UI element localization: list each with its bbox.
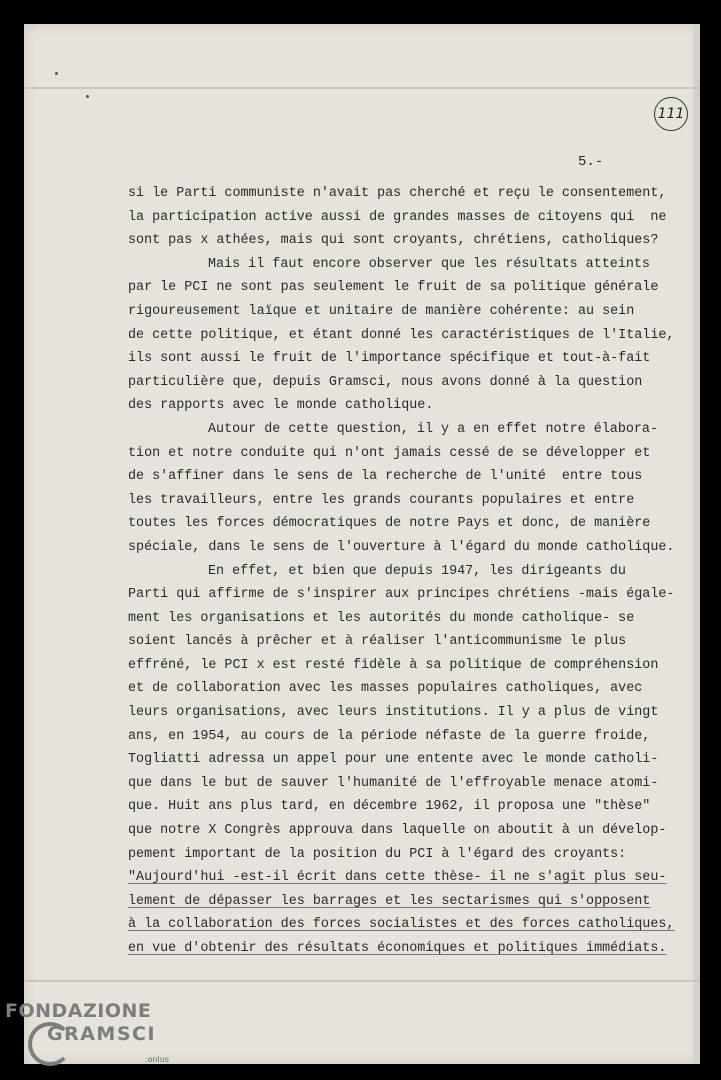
text-line-content: En effet, et bien que depuis 1947, les dirigeants du — [208, 563, 626, 579]
text-line — [128, 890, 688, 914]
text-line-content: soient lancés à prêcher et à réaliser l'anticommunisme le plus — [128, 634, 627, 650]
text-line-content: pement important de la position du PCI à l'égard des croyants: — [128, 846, 627, 862]
text-line-content: si le Parti communiste n'avait pas cherché et reçu le consentement, — [128, 186, 667, 201]
watermark-suffix: .onlus — [145, 1055, 169, 1064]
text-line — [128, 394, 688, 418]
text-line-content: lement de dépasser les barrages et les sectarismes qui s'opposent — [128, 893, 651, 909]
text-line-content: ment les organisations et les autorités du monde catholique- se — [128, 610, 635, 626]
text-line — [128, 843, 688, 867]
text-line-content: ils sont aussi le fruit de l'importance spécifique et tout-à-fait — [128, 351, 651, 367]
text-line — [128, 607, 688, 631]
text-line — [128, 630, 688, 654]
watermark-line-1: FONDAZIONE — [5, 1000, 152, 1022]
text-line-content: de cette politique, et étant donné les caractéristiques de l'Italie, — [128, 327, 675, 343]
text-line-content: leurs organisations, avec leurs institutions. Il y a plus de vingt — [128, 705, 659, 721]
text-line-content: tion et notre conduite qui n'ont jamais cessé de se développer et — [128, 445, 651, 461]
text-line — [128, 253, 688, 277]
text-line-content: que notre X Congrès approuva dans laquelle on aboutit à un dévelop- — [128, 823, 667, 839]
text-line — [128, 795, 688, 819]
bottom-fold-line — [24, 980, 700, 982]
text-line — [128, 347, 688, 371]
text-line — [128, 182, 688, 206]
text-line-content: que. Huit ans plus tard, en décembre 1962, il proposa une "thèse" — [128, 799, 651, 815]
text-line — [128, 536, 688, 560]
text-line — [128, 866, 688, 890]
page-edge — [694, 24, 700, 1064]
text-line-content: Autour de cette question, il y a en effet notre élabora- — [208, 421, 658, 437]
typed-text-body — [128, 182, 688, 961]
text-line-content: Parti qui affirme de s'inspirer aux principes chrétiens -mais égale- — [128, 587, 675, 603]
text-line-content: par le PCI ne sont pas seulement le fruit de sa politique générale — [128, 280, 659, 296]
text-line — [128, 276, 688, 300]
text-line — [128, 583, 688, 607]
paper-speck — [86, 95, 89, 98]
page-number: 5.- — [578, 154, 604, 170]
text-line — [128, 442, 688, 466]
text-line-content: particulière que, depuis Gramsci, nous avons donné à la question — [128, 374, 643, 390]
text-line — [128, 465, 688, 489]
text-line-content: la participation active aussi de grandes masses de citoyens qui ne — [128, 209, 667, 225]
text-line-content: "Aujourd'hui -est-il écrit dans cette thèse- il ne s'agit plus seu- — [128, 870, 667, 886]
text-line-content: en vue d'obtenir des résultats économiques et politiques immédiats. — [128, 941, 667, 956]
text-line — [128, 913, 688, 937]
text-line — [128, 371, 688, 395]
text-line-content: les travailleurs, entre les grands courants populaires et entre — [128, 492, 635, 508]
text-line — [128, 677, 688, 701]
text-line — [128, 725, 688, 749]
text-line — [128, 772, 688, 796]
text-line — [128, 512, 688, 536]
text-line-content: ans, en 1954, au cours de la période néfaste de la guerre froide, — [128, 728, 651, 744]
text-line — [128, 560, 688, 584]
text-line — [128, 701, 688, 725]
text-line-content: que dans le but de sauver l'humanité de l'effroyable menace atomi- — [128, 775, 659, 791]
text-line — [128, 418, 688, 442]
text-line — [128, 819, 688, 843]
text-line-content: effréné, le PCI x est resté fidèle à sa politique de compréhension — [128, 657, 659, 673]
watermark-g-ring-icon — [28, 1022, 72, 1066]
text-line-content: et de collaboration avec les masses populaires catholiques, avec — [128, 681, 643, 697]
text-line-content: rigoureusement laïque et unitaire de manière cohérente: au sein — [128, 303, 635, 319]
text-line — [128, 489, 688, 513]
text-line-content: Mais il faut encore observer que les résultats atteints — [208, 256, 650, 272]
text-line-content: de s'affiner dans le sens de la recherche de l'unité entre tous — [128, 469, 643, 485]
text-line — [128, 206, 688, 230]
watermark-line-2: GRAMSCI — [47, 1023, 157, 1045]
text-line — [128, 748, 688, 772]
text-line-content: sont pas x athées, mais qui sont croyants, chrétiens, catholiques? — [128, 233, 659, 249]
archive-page-stamp: 111 — [654, 97, 688, 131]
text-line-content: toutes les forces démocratiques de notre Pays et donc, de manière — [128, 516, 651, 532]
text-line — [128, 654, 688, 678]
text-line — [128, 324, 688, 348]
text-line-content: des rapports avec le monde catholique. — [128, 398, 434, 414]
paper-speck — [55, 72, 58, 75]
text-line-content: à la collaboration des forces socialistes et des forces catholiques, — [128, 917, 675, 933]
text-line — [128, 937, 688, 961]
text-line — [128, 300, 688, 324]
text-line-content: Togliatti adressa un appel pour une entente avec le monde catholi- — [128, 752, 659, 768]
top-fold-line — [24, 87, 700, 89]
text-line-content: spéciale, dans le sens de l'ouverture à l'égard du monde catholique. — [128, 539, 675, 555]
text-line — [128, 229, 688, 253]
